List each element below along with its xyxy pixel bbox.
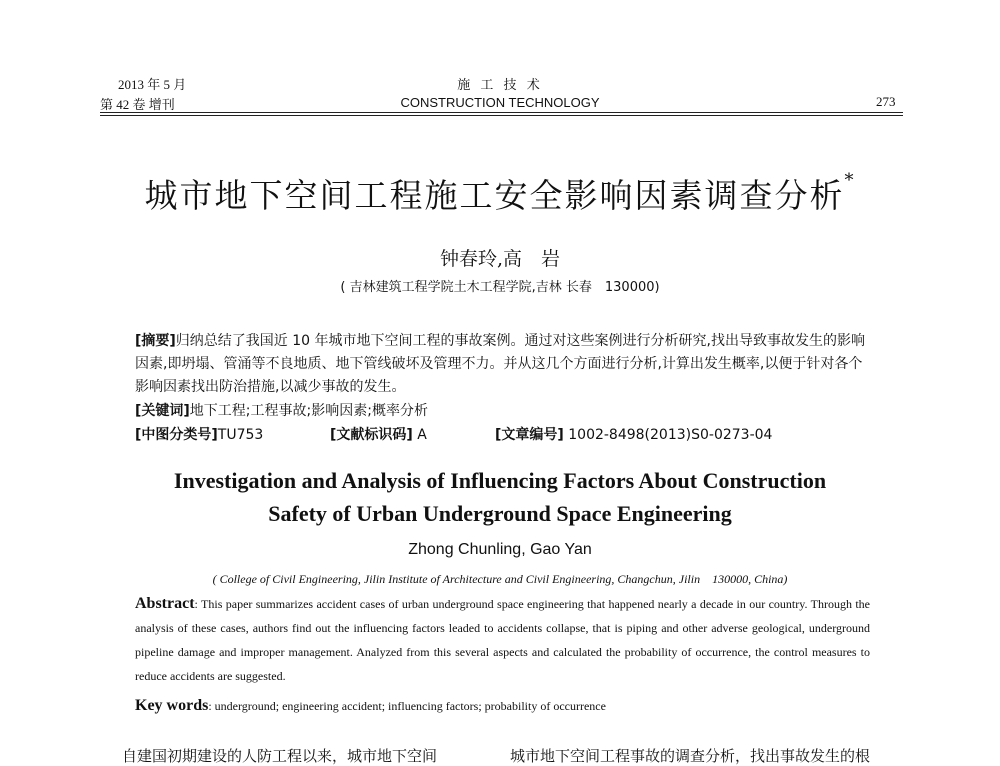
doc-code-label: [文献标识码]	[330, 427, 413, 443]
page-number: 273	[876, 94, 896, 109]
doc-code-value: A	[417, 427, 427, 443]
keywords-cn	[135, 400, 870, 423]
keywords-en-label: Key words	[135, 697, 209, 714]
article-id-value: 1002-8498(2013)S0-0273-04	[568, 427, 773, 443]
title-footnote-mark: *	[844, 170, 856, 191]
abstract-en-label: Abstract	[135, 595, 195, 612]
abstract-en	[135, 592, 870, 688]
abstract-cn-label: [摘要]	[135, 333, 176, 349]
affiliation-en: ( College of Civil Engineering, Jilin Institute of Architecture and Civil Engineering, Changchun, Jilin 130000, China)	[212, 572, 788, 586]
abstract-cn	[135, 330, 870, 399]
keywords-en-text: : underground; engineering accident; influencing factors; probability of occurrence	[208, 699, 606, 713]
abstract-en-text: : This paper summarizes accident cases of urban underground space engineering that happened nearly a decade in our country. Through the analysis of these cases, authors find out the influencing factors leaded to accidents collapse, that is piping and other adverse geological, underground pipeline damage and improper management. Analyzed from this several aspects and calculated the probability of occurrence, the control measures to reduce accidents are suggested.	[135, 597, 870, 683]
authors-cn: 钟春玲,高 岩	[439, 248, 561, 270]
title-en-line1: Investigation and Analysis of Influencing Factors About Construction	[173, 468, 827, 493]
keywords-en	[135, 694, 870, 718]
clc-value: TU753	[217, 427, 264, 443]
clc-label: [中图分类号]	[135, 427, 218, 443]
classification-row	[135, 424, 870, 447]
volume-info: 第 42 卷 增刊	[100, 97, 175, 112]
body-text-left-column: 自建国初期建设的人防工程以来，城市地下空间	[122, 747, 438, 765]
authors-en: Zhong Chunling, Gao Yan	[408, 541, 592, 558]
journal-name-en: CONSTRUCTION TECHNOLOGY	[400, 95, 600, 110]
keywords-cn-text: 地下工程;工程事故;影响因素;概率分析	[189, 403, 428, 419]
abstract-cn-text: 归纳总结了我国近 10 年城市地下空间工程的事故案例。通过对这些案例进行分析研究,找出导致事故发生的影响因素,即坍塌、管涌等不良地质、地下管线破坏及管理不力。并从这几个方面进行分析,计算出发生概率,以便于针对各个影响因素找出防治措施,以减少事故的发生。	[135, 333, 865, 395]
title-cn	[0, 170, 1000, 217]
header-rule	[100, 115, 903, 116]
title-cn-text: 城市地下空间工程施工安全影响因素调查分析	[144, 176, 845, 215]
keywords-cn-label: [关键词]	[135, 403, 190, 419]
header-rule	[100, 112, 903, 113]
issue-date: 2013 年 5 月	[118, 77, 187, 92]
article-id-label: [文章编号]	[495, 427, 564, 443]
title-en-line2: Safety of Urban Underground Space Engineering	[268, 501, 732, 526]
affiliation-cn: ( 吉林建筑工程学院土木工程学院,吉林 长春 130000)	[340, 280, 660, 295]
journal-name-cn: 施 工 技 术	[457, 78, 543, 93]
body-text-right-column: 城市地下空间工程事故的调查分析，找出事故发生的根	[510, 747, 871, 765]
